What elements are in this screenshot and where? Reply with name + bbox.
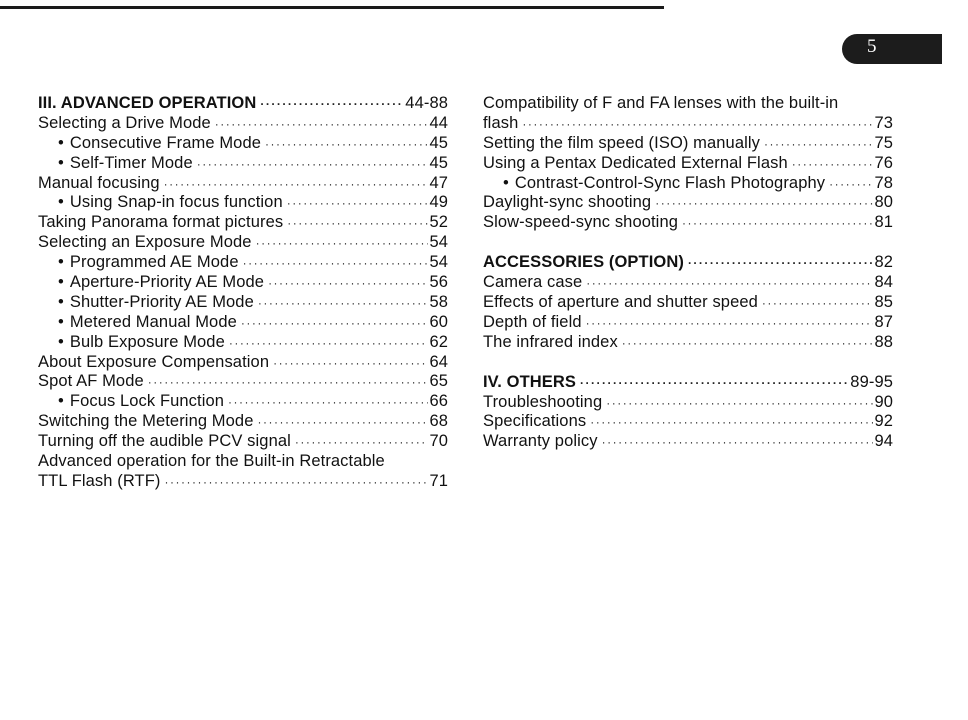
toc-page-number: 44-88	[405, 94, 448, 112]
toc-page-number: 64	[429, 352, 448, 371]
toc-entry	[38, 273, 448, 293]
dot-leader	[260, 95, 404, 115]
toc-entry-label: About Exposure Compensation	[38, 352, 270, 371]
dot-leader	[602, 433, 874, 453]
toc-entry	[483, 412, 893, 432]
toc-entry-label: IV. OTHERS	[483, 372, 576, 391]
toc-page-number: 60	[429, 312, 448, 331]
toc-page-number: 62	[429, 332, 448, 351]
toc-entry-label: Compatibility of F and FA lenses with the built-in	[483, 94, 839, 112]
toc-page-number: 80	[874, 193, 893, 212]
toc-entry-label: Slow-speed-sync shooting	[483, 213, 679, 232]
toc-page-number: 49	[429, 193, 448, 212]
toc-entry-label: Selecting a Drive Mode	[38, 113, 211, 132]
toc-entry-label: Selecting an Exposure Mode	[38, 233, 252, 252]
toc-entry	[483, 393, 893, 413]
bullet-icon: •	[58, 193, 64, 212]
toc-entry	[38, 432, 448, 452]
toc-entry	[483, 134, 893, 154]
toc-page-number: 45	[429, 133, 448, 152]
toc-entry	[483, 333, 893, 353]
dot-leader	[229, 334, 429, 354]
toc-entry-label: Metered Manual Mode	[69, 312, 237, 331]
toc-entry	[483, 432, 893, 452]
bullet-icon: •	[58, 133, 64, 152]
dot-leader	[792, 155, 874, 175]
dot-leader	[580, 374, 849, 394]
toc-page-number: 47	[429, 173, 448, 192]
toc-page-number: 88	[874, 332, 893, 351]
bullet-icon: •	[503, 173, 509, 192]
toc-entry-label: TTL Flash (RTF)	[38, 471, 161, 490]
toc-page-number: 94	[874, 432, 893, 451]
toc-page-number: 89-95	[850, 372, 893, 391]
toc-entry	[483, 174, 893, 194]
bullet-icon: •	[58, 332, 64, 351]
toc-entry-label: Turning off the audible PCV signal	[38, 432, 291, 451]
toc-entry-label: Depth of field	[483, 312, 582, 331]
dot-leader	[688, 254, 874, 274]
toc-entry-label: Shutter-Priority AE Mode	[69, 292, 254, 311]
dot-leader	[829, 175, 873, 195]
toc-page-number: 71	[429, 471, 448, 490]
dot-leader	[268, 274, 428, 294]
toc-page-number: 75	[874, 133, 893, 152]
dot-leader	[243, 254, 429, 274]
toc-entry-label: Warranty policy	[483, 432, 598, 451]
toc-entry	[483, 313, 893, 333]
toc-page-number: 66	[429, 392, 448, 411]
toc-entry	[38, 472, 448, 492]
bullet-icon: •	[58, 253, 64, 272]
dot-leader	[762, 294, 874, 314]
bullet-icon: •	[58, 153, 64, 172]
dot-leader	[287, 194, 429, 214]
toc-page-number: 56	[429, 273, 448, 292]
toc-entry-label: Programmed AE Mode	[69, 253, 239, 272]
toc-section-heading	[483, 253, 893, 273]
dot-leader	[148, 373, 429, 393]
toc-entry	[483, 273, 893, 293]
toc-entry	[38, 134, 448, 154]
dot-leader	[586, 314, 874, 334]
toc-entry-label: Aperture-Priority AE Mode	[69, 273, 265, 292]
toc-entry-label: Advanced operation for the Built-in Retractable	[38, 452, 385, 471]
toc-entry-label: III. ADVANCED OPERATION	[38, 94, 257, 112]
bullet-icon: •	[58, 312, 64, 331]
toc-page-number: 58	[429, 292, 448, 311]
toc-page-number: 65	[429, 372, 448, 391]
dot-leader	[586, 274, 873, 294]
toc-entry	[38, 333, 448, 353]
toc-entry	[38, 213, 448, 233]
toc-entry-label: Manual focusing	[38, 173, 160, 192]
toc-entry-label: Daylight-sync shooting	[483, 193, 652, 212]
toc-entry-label: Effects of aperture and shutter speed	[483, 293, 758, 312]
dot-leader	[241, 314, 429, 334]
dot-leader	[257, 413, 428, 433]
dot-leader	[228, 393, 428, 413]
toc-entry-label: The infrared index	[483, 332, 618, 351]
toc-page-number: 87	[874, 312, 893, 331]
toc-page-number: 81	[874, 213, 893, 232]
toc-page-number: 73	[874, 113, 893, 132]
toc-entry	[483, 94, 893, 114]
dot-leader	[655, 194, 873, 214]
toc-page-number: 90	[874, 392, 893, 411]
toc-entry-label: ACCESSORIES (OPTION)	[483, 253, 684, 272]
toc-page-number: 76	[874, 153, 893, 172]
toc-left-column	[38, 94, 448, 492]
toc-entry	[483, 293, 893, 313]
toc-page-number: 92	[874, 412, 893, 431]
toc-entry	[38, 174, 448, 194]
dot-leader	[522, 115, 873, 135]
toc-entry	[38, 114, 448, 134]
dot-leader	[165, 473, 429, 493]
toc-entry-label: Spot AF Mode	[38, 372, 144, 391]
dot-leader	[622, 334, 874, 354]
dot-leader	[258, 294, 429, 314]
toc-page-number: 82	[874, 253, 893, 272]
toc-entry	[38, 293, 448, 313]
toc-entry-label: Focus Lock Function	[69, 392, 225, 411]
toc-entry-label: Specifications	[483, 412, 587, 431]
dot-leader	[197, 155, 429, 175]
dot-leader	[295, 433, 429, 453]
dot-leader	[256, 234, 429, 254]
toc-entry-label: Setting the film speed (ISO) manually	[483, 133, 760, 152]
toc-entry	[38, 412, 448, 432]
toc-entry	[483, 213, 893, 233]
dot-leader	[287, 214, 428, 234]
toc-page-number: 54	[429, 253, 448, 272]
toc-section-heading	[483, 373, 893, 393]
dot-leader	[265, 135, 428, 155]
toc-entry	[483, 114, 893, 134]
toc-section-heading	[38, 94, 448, 114]
page-number-tab	[842, 34, 942, 64]
page-number: 5	[867, 36, 877, 57]
toc-entry	[38, 452, 448, 472]
toc-entry	[38, 392, 448, 412]
toc-page-number: 78	[874, 173, 893, 192]
toc-entry-label: Switching the Metering Mode	[38, 412, 254, 431]
toc-entry-label: Using Snap-in focus function	[69, 193, 283, 212]
toc-entry-label: Taking Panorama format pictures	[38, 213, 284, 232]
toc-entry-label: flash	[483, 113, 519, 132]
toc-entry-label: Using a Pentax Dedicated External Flash	[483, 153, 788, 172]
dot-leader	[215, 115, 429, 135]
toc-entry	[38, 253, 448, 273]
bullet-icon: •	[58, 273, 64, 292]
dot-leader	[273, 354, 428, 374]
toc-entry	[38, 233, 448, 253]
toc-entry-label: Self-Timer Mode	[69, 153, 193, 172]
dot-leader	[764, 135, 873, 155]
toc-entry	[38, 193, 448, 213]
toc-entry-label: Consecutive Frame Mode	[69, 133, 262, 152]
dot-leader	[682, 214, 873, 234]
toc-page-number: 85	[874, 293, 893, 312]
dot-leader	[590, 413, 873, 433]
toc-page-number: 45	[429, 153, 448, 172]
toc-page-number: 54	[429, 233, 448, 252]
toc-entry	[38, 372, 448, 392]
toc-page-number: 44	[429, 113, 448, 132]
toc-page-number: 68	[429, 412, 448, 431]
bullet-icon: •	[58, 392, 64, 411]
dot-leader	[606, 394, 873, 414]
top-rule	[0, 6, 664, 9]
bullet-icon: •	[58, 292, 64, 311]
toc-page-number: 70	[429, 432, 448, 451]
toc-entry	[38, 353, 448, 373]
toc-entry	[38, 313, 448, 333]
toc-entry-label: Contrast-Control-Sync Flash Photography	[514, 173, 826, 192]
toc-entry-label: Bulb Exposure Mode	[69, 332, 225, 351]
toc-entry	[38, 154, 448, 174]
toc-page-number: 84	[874, 273, 893, 292]
toc-entry	[483, 154, 893, 174]
toc-entry	[483, 193, 893, 213]
dot-leader	[164, 175, 429, 195]
toc-entry-label: Camera case	[483, 273, 583, 292]
toc-entry-label: Troubleshooting	[483, 392, 603, 411]
toc-right-column	[483, 94, 893, 452]
toc-page-number: 52	[429, 213, 448, 232]
